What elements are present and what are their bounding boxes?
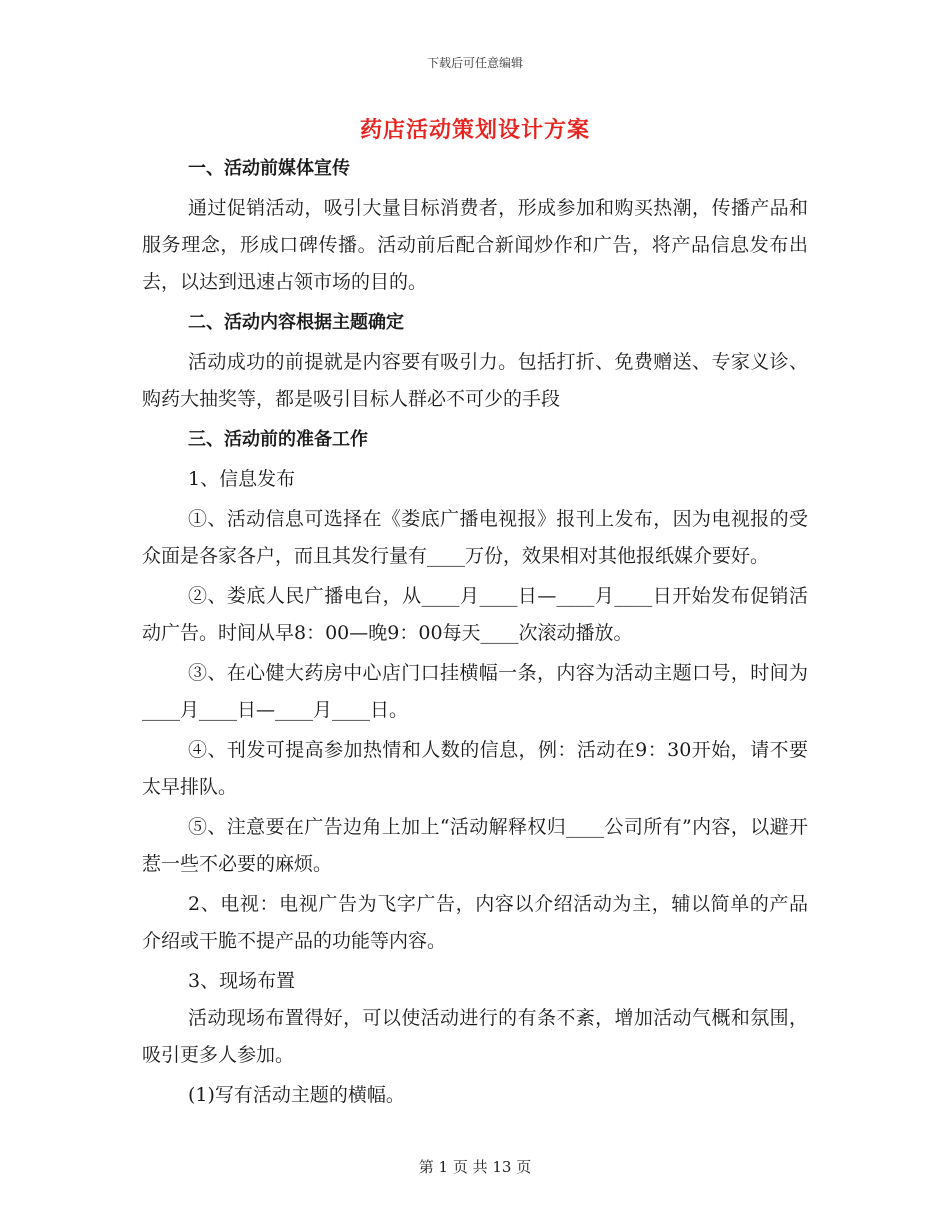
- header-note: 下载后可任意编辑: [426, 56, 523, 70]
- section-1-heading: 一、活动前媒体宣传: [188, 158, 350, 179]
- item-1-point-2: ②、娄底人民广播电台，从____月____日—____月____日开始发布促销活动广告。时间从早8：00—晚9：00每天____次滚动播放。: [142, 585, 808, 644]
- item-2-paragraph: 2、电视：电视广告为飞字广告，内容以介绍活动为主，辅以简单的产品介绍或干脆不提产品的功能等内容。: [142, 893, 808, 952]
- item-1-point-1: ①、活动信息可选择在《娄底广播电视报》报刊上发布，因为电视报的受众面是各家各户，而且其发行量有____万份，效果相对其他报纸媒介要好。: [142, 508, 808, 567]
- section-3-heading: 三、活动前的准备工作: [188, 429, 368, 450]
- document-title: 药店活动策划设计方案: [359, 118, 590, 143]
- item-1-point-3: ③、在心健大药房中心店门口挂横幅一条，内容为活动主题口号，时间为____月____日—____月____日。: [142, 662, 808, 721]
- document-body: [142, 150, 808, 1114]
- item-1-point-5: ⑤、注意要在广告边角上加上“活动解释权归____公司所有”内容，以避开惹一些不必要的麻烦。: [142, 816, 808, 875]
- page-footer: 第 1 页 共 13 页: [418, 1158, 532, 1176]
- item-3-label: 3、现场布置: [188, 970, 296, 992]
- section-2-paragraph: 活动成功的前提就是内容要有吸引力。包括打折、免费赠送、专家义诊、购药大抽奖等，都是吸引目标人群必不可少的手段: [142, 351, 808, 410]
- item-1-label: 1、信息发布: [188, 468, 296, 490]
- section-2-heading: 二、活动内容根据主题确定: [188, 312, 404, 333]
- item-3-subitem-1: (1)写有活动主题的横幅。: [188, 1084, 405, 1106]
- item-3-paragraph: 活动现场布置得好，可以使活动进行的有条不紊，增加活动气概和氛围，吸引更多人参加。: [142, 1007, 808, 1066]
- section-1-paragraph: 通过促销活动，吸引大量目标消费者，形成参加和购买热潮，传播产品和服务理念，形成口碑传播。活动前后配合新闻炒作和广告，将产品信息发布出去，以达到迅速占领市场的目的。: [142, 197, 808, 293]
- item-1-point-4: ④、刊发可提高参加热情和人数的信息，例：活动在9：30开始，请不要太早排队。: [142, 739, 808, 798]
